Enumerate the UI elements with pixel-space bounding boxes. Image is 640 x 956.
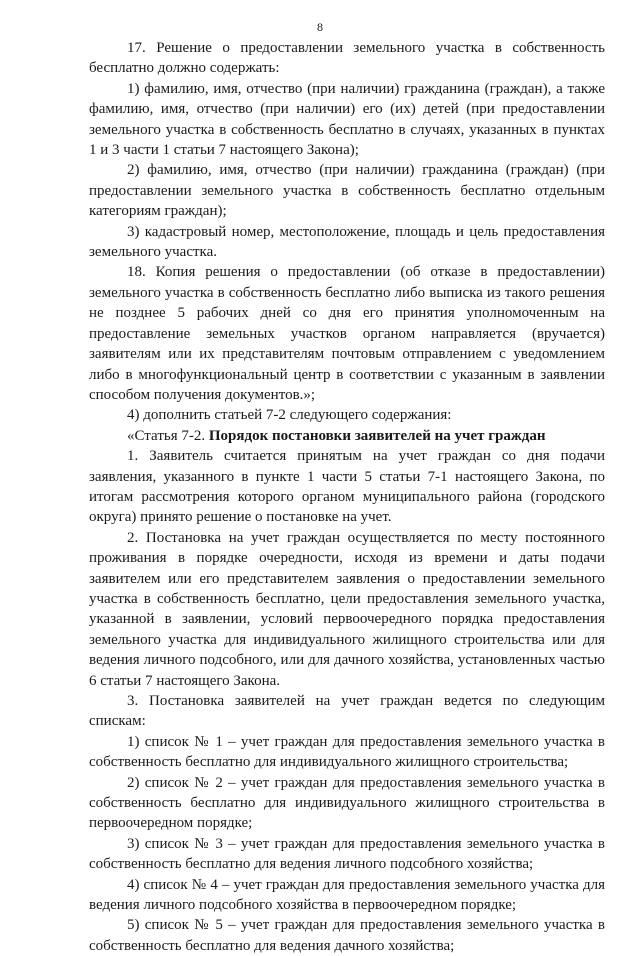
list-item-2: 2) список № 2 – учет граждан для предоставления земельного участка в собственность бесплатно для индивидуального жилищного строительства в первоочередном порядке; (89, 774, 605, 832)
page-number: 8 (317, 20, 323, 34)
amendment-item-4: 4) дополнить статьей 7-2 следующего содержания: (127, 407, 452, 424)
article-part-3: 3. Постановка заявителей на учет граждан ведется по следующим спискам: (89, 693, 605, 730)
document-body (89, 38, 605, 956)
list-item-5: 5) список № 5 – учет граждан для предоставления земельного участка в собственность бесплатно для ведения дачного хозяйства; (89, 917, 605, 954)
article-heading-title: Порядок постановки заявителей на учет граждан (208, 427, 546, 444)
list-item-3: 3) список № 3 – учет граждан для предоставления земельного участка в собственность бесплатно для ведения личного подсобного хозяйства; (89, 835, 605, 873)
article-heading (89, 426, 605, 446)
paragraph-18: 18. Копия решения о предоставлении (об отказе в предоставлении) земельного участка в собственность бесплатно либо выписка из такого решения не позднее 5 рабочих дней со дня его принятия уполномоченным на предоставление земельных участков органом направляется (вручается) заявителям или их представителям почтовым отправлением с уведомлением либо в многофункциональный центр в соответствии с указанным в заявлении способом получения документов.»; (89, 264, 605, 403)
paragraph-17: 17. Решение о предоставлении земельного участка в собственность бесплатно должно содержать: (89, 40, 605, 77)
list-item-1: 1) список № 1 – учет граждан для предоставления земельного участка в собственность бесплатно для индивидуального жилищного строительства; (89, 733, 605, 771)
paragraph-17-item-3: 3) кадастровый номер, местоположение, площадь и цель предоставления земельного участка. (89, 223, 605, 261)
article-heading-prefix: «Статья 7-2. (127, 427, 209, 444)
paragraph-17-item-2: 2) фамилию, имя, отчество (при наличии) гражданина (граждан) (при предоставлении земельного участка в собственность бесплатно отдельным категориям граждан); (89, 162, 605, 220)
article-part-1: 1. Заявитель считается принятым на учет граждан со дня подачи заявления, указанного в пункте 1 части 5 статьи 7-1 настоящего Закона, по итогам рассмотрения которого органом муниципального района (городского округа) принято решение о постановке на учет. (89, 448, 605, 526)
list-item-4: 4) список № 4 – учет граждан для предоставления земельного участка для ведения личного подсобного хозяйства в первоочередном порядке; (89, 876, 605, 914)
article-part-2: 2. Постановка на учет граждан осуществляется по месту постоянного проживания в порядке очередности, исходя из времени и даты подачи заявителем или его представителем заявления о предоставлении земельного участка в собственность бесплатно, цели предоставления земельного участка, указанной в заявлении, условий первоочередного порядка предоставления земельного участка для индивидуального жилищного строительства или для ведения личного подсобного, или для дачного хозяйства, установленных частью 6 статьи 7 настоящего Закона. (89, 529, 605, 689)
paragraph-17-item-1: 1) фамилию, имя, отчество (при наличии) гражданина (граждан), а также фамилию, имя, отчество (при наличии) его (их) детей (при предоставлении земельного участка в собственность бесплатно в случаях, указанных в пунктах 1 и 3 части 1 статьи 7 настоящего Закона); (89, 80, 605, 159)
